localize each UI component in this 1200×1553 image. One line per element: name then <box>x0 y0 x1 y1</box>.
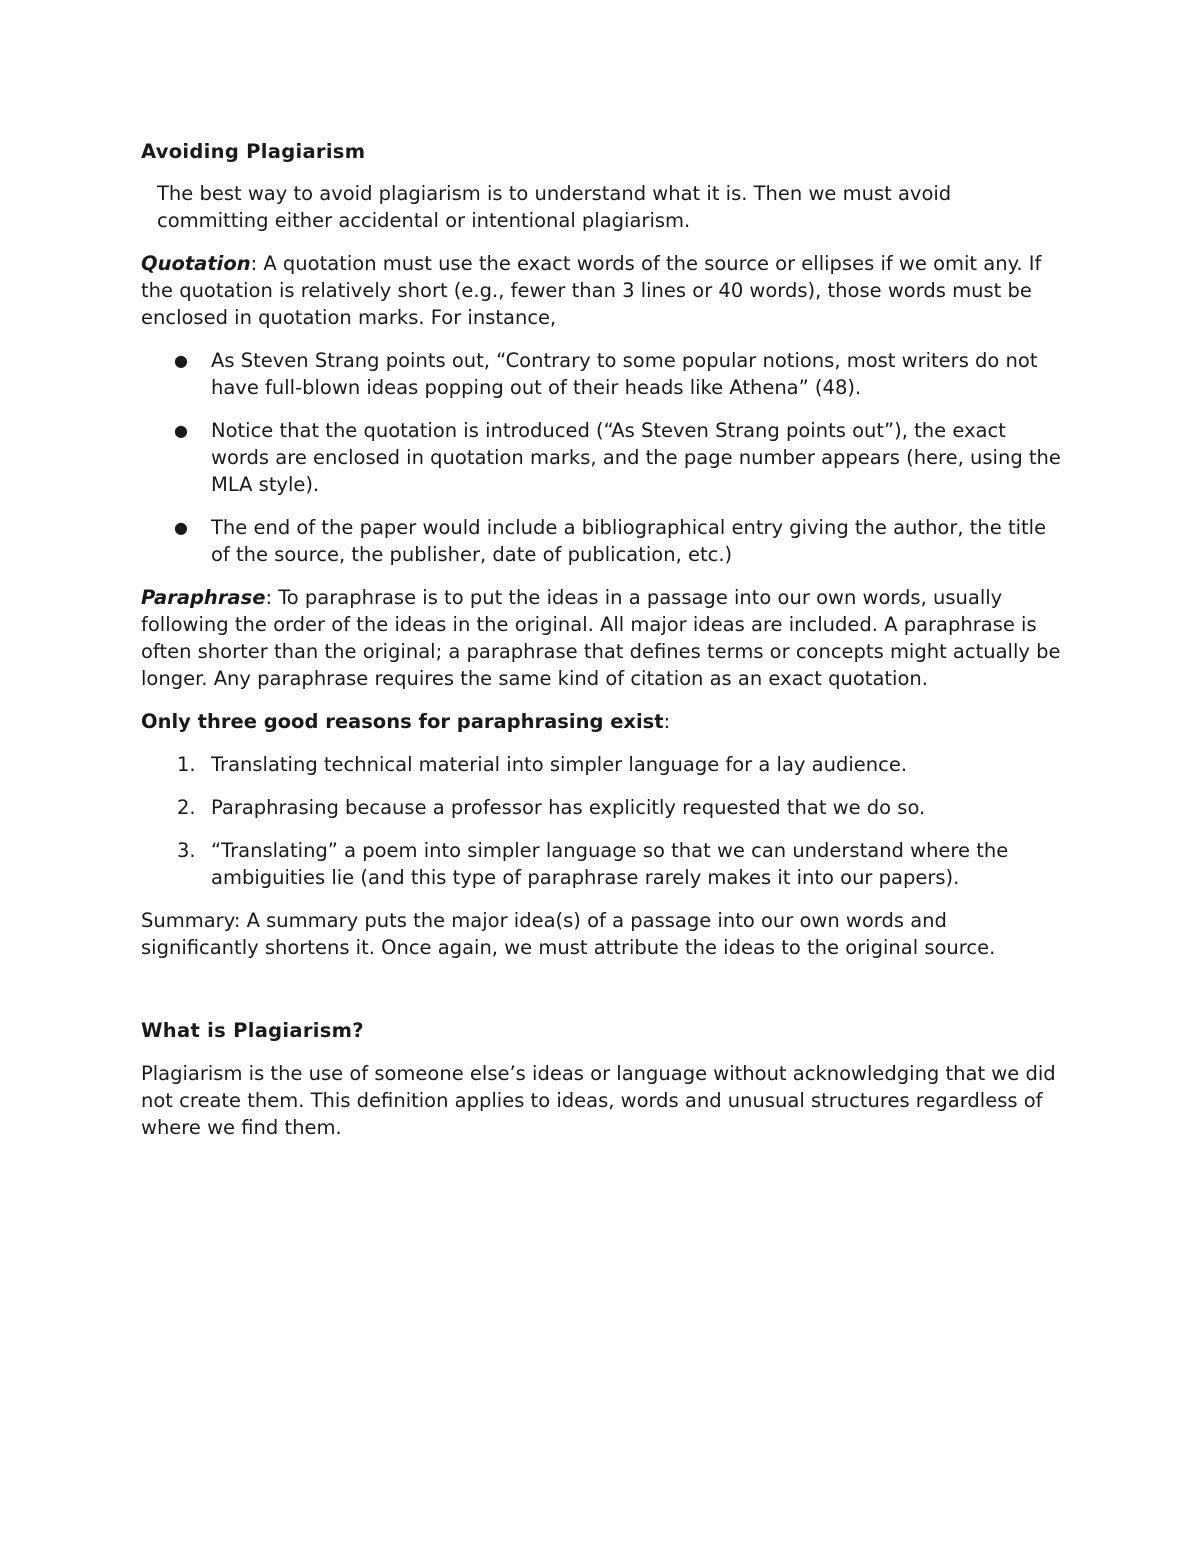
bullet-icon: ● <box>174 351 188 370</box>
quotation-term: Quotation <box>141 252 251 275</box>
paraphrase-text: : To paraphrase is to put the ideas in a passage into our own words, usually following the order of the ideas in the original. All major ideas are included. A paraphrase is often shorter than the original; a paraphrase that defines terms or concepts might actually be longer. Any paraphrase requires the same kind of citation as an exact quotation. <box>141 586 1061 690</box>
list-item <box>141 514 1066 568</box>
bullet-icon: ● <box>174 518 188 537</box>
bullet-text: Notice that the quotation is introduced (“As Steven Strang points out”), the exact words are enclosed in quotation marks, and the page number appears (here, using the MLA style). <box>211 419 1061 496</box>
list-item-text: Translating technical material into simpler language for a lay audience. <box>211 753 908 776</box>
intro-paragraph: The best way to avoid plagiarism is to understand what it is. Then we must avoid committing either accidental or intentional plagiarism. <box>157 182 952 232</box>
bullet-text: The end of the paper would include a bibliographical entry giving the author, the title of the source, the publisher, date of publication, etc.) <box>211 516 1047 566</box>
reasons-heading-colon: : <box>663 710 671 733</box>
reasons-heading <box>141 708 1066 735</box>
quotation-paragraph <box>141 250 1066 331</box>
quotation-bullet-list <box>141 347 1066 568</box>
summary-paragraph: Summary: A summary puts the major idea(s) of a passage into our own words and significantly shortens it. Once again, we must attribute the ideas to the original source. <box>141 909 996 959</box>
list-number: 3. <box>177 839 196 862</box>
list-item-text: Paraphrasing because a professor has explicitly requested that we do so. <box>211 796 926 819</box>
list-item <box>141 751 1066 778</box>
paraphrase-term: Paraphrase <box>141 586 266 609</box>
quotation-text: : A quotation must use the exact words of the source or ellipses if we omit any. If the quotation is relatively short (e.g., fewer than 3 lines or 40 words), those words must be enclosed in quotation marks. For instance, <box>141 252 1042 329</box>
document-title: Avoiding Plagiarism <box>141 140 366 163</box>
list-item <box>141 347 1066 401</box>
list-item <box>141 794 1066 821</box>
document-page <box>141 138 1066 1141</box>
bullet-text: As Steven Strang points out, “Contrary to some popular notions, most writers do not have full-blown ideas popping out of their heads like Athena” (48). <box>211 349 1038 399</box>
list-item <box>141 837 1066 891</box>
reasons-list <box>141 751 1066 891</box>
paraphrase-paragraph <box>141 584 1066 692</box>
definition-paragraph: Plagiarism is the use of someone else’s ideas or language without acknowledging that we did not create them. This definition applies to ideas, words and unusual structures regardless of where we find them. <box>141 1062 1056 1139</box>
list-item-text: “Translating” a poem into simpler language so that we can understand where the ambiguities lie (and this type of paraphrase rarely makes it into our papers). <box>211 839 1009 889</box>
section-heading: What is Plagiarism? <box>141 1019 364 1042</box>
list-number: 2. <box>177 796 196 819</box>
bullet-icon: ● <box>174 421 188 440</box>
reasons-heading-text: Only three good reasons for paraphrasing exist <box>141 710 664 733</box>
list-number: 1. <box>177 753 196 776</box>
list-item <box>141 417 1066 498</box>
